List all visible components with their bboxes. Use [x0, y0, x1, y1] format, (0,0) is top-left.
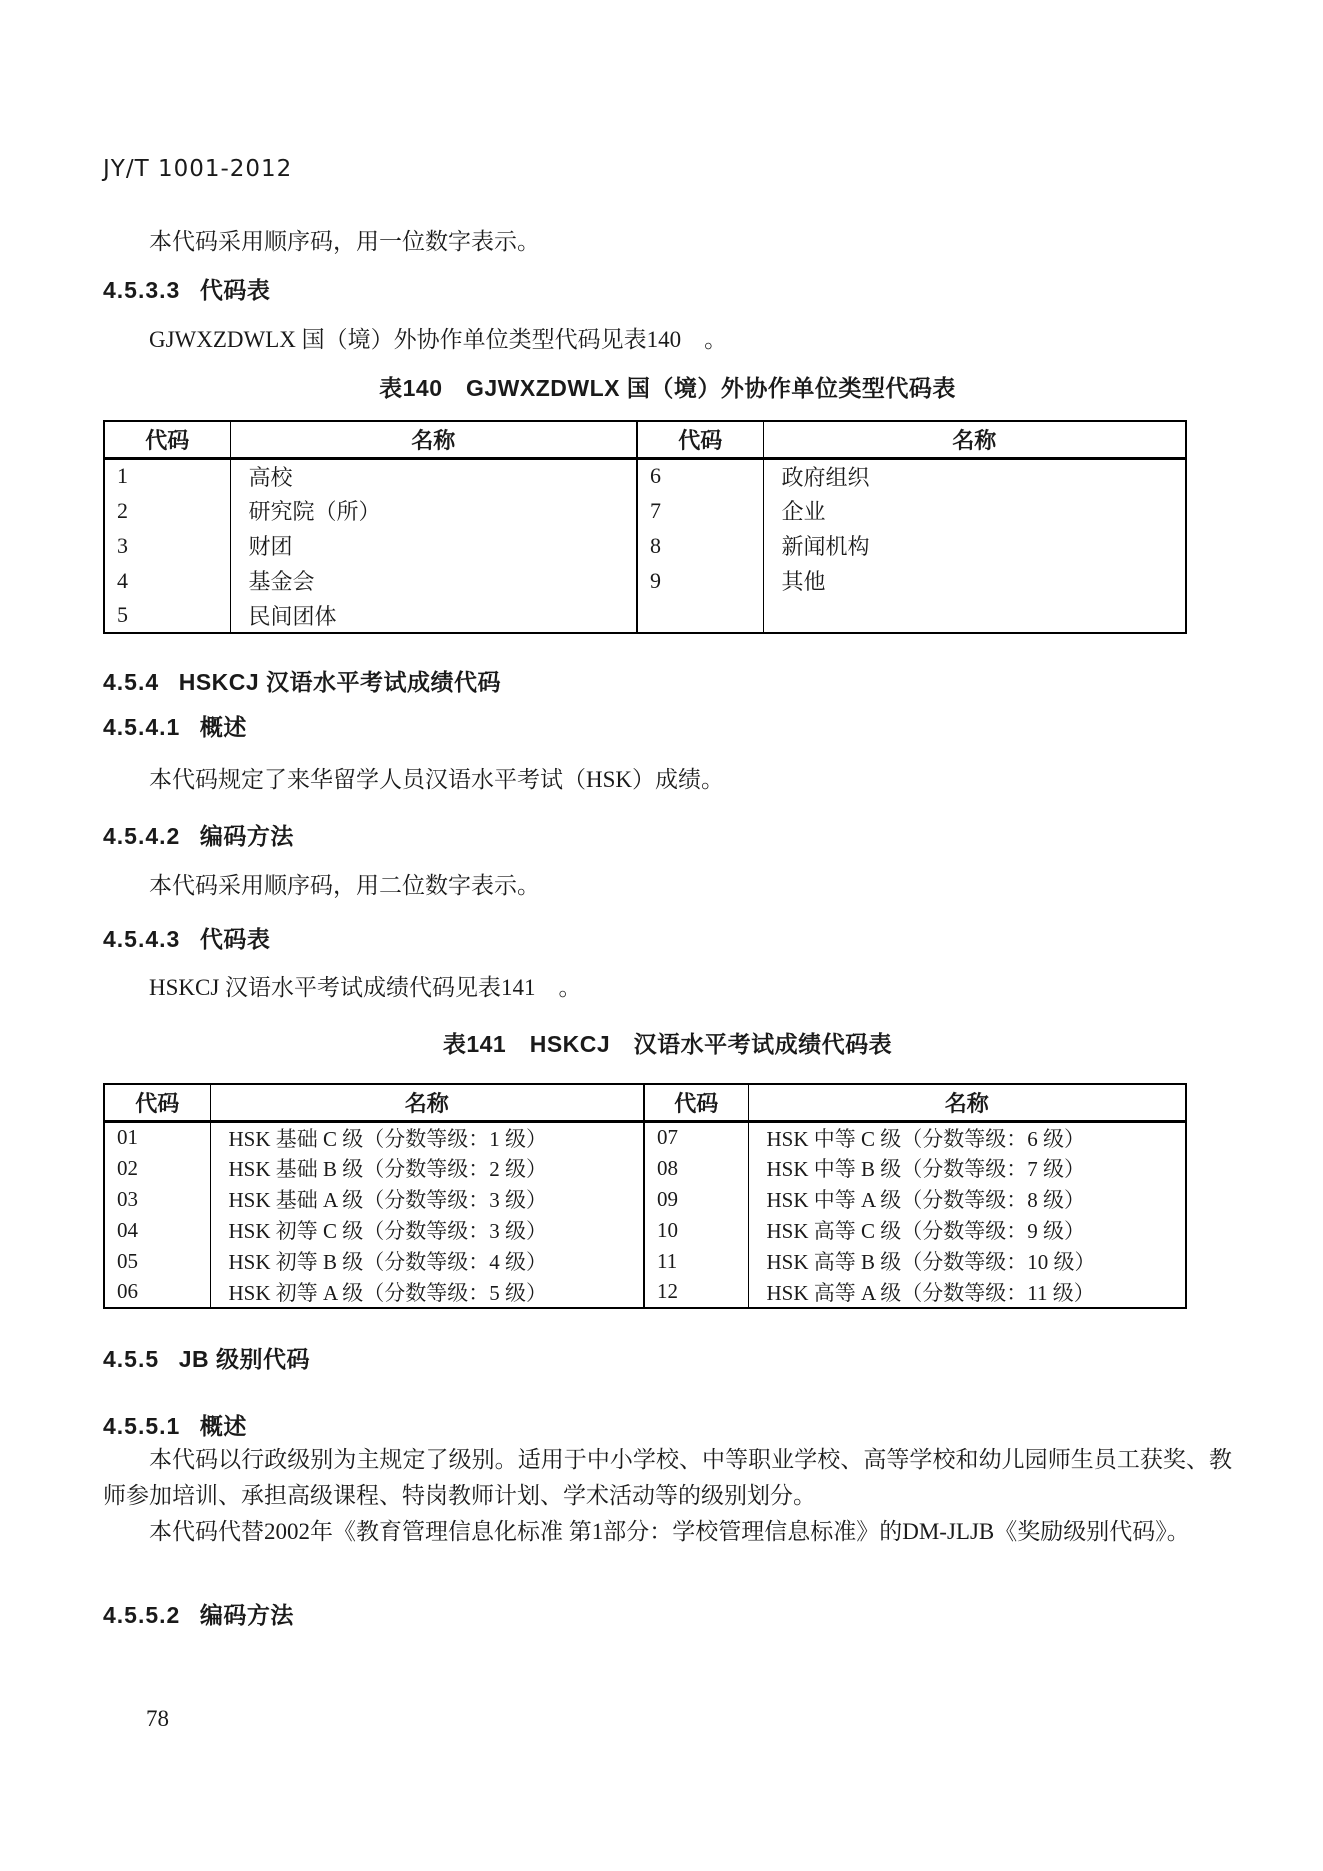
section-title: HSKCJ 汉语水平考试成绩代码 [178, 669, 502, 695]
name-cell: HSK 初等 A 级（分数等级：5 级） [210, 1277, 644, 1308]
code-cell: 5 [117, 602, 128, 627]
section-number: 4.5.4.1 [103, 714, 181, 740]
table-140 [103, 420, 1187, 634]
column-header-code: 代码 [637, 421, 763, 458]
code-cell: 02 [117, 1155, 138, 1180]
name-cell: HSK 初等 B 级（分数等级：4 级） [210, 1246, 644, 1277]
section-title: JB 级别代码 [178, 1346, 310, 1372]
column-header-code: 代码 [104, 1084, 210, 1121]
paragraph-group-jb-overview [103, 1442, 1232, 1550]
code-cell: 01 [117, 1125, 138, 1149]
table-row [104, 528, 1186, 563]
paragraph-table141-reference: HSKCJ 汉语水平考试成绩代码见表141 。 [149, 975, 582, 1000]
name-cell: HSK 高等 A 级（分数等级：11 级） [748, 1277, 1186, 1308]
code-cell: 05 [117, 1248, 138, 1273]
code-cell: 03 [117, 1186, 138, 1211]
code-cell: 7 [637, 493, 763, 528]
section-title: 代码表 [199, 277, 271, 303]
section-number: 4.5.4.2 [103, 823, 181, 849]
column-header-code: 代码 [104, 421, 230, 458]
code-cell [637, 598, 763, 633]
section-title: 概述 [199, 1413, 247, 1439]
name-cell: 企业 [763, 493, 1186, 528]
table-header-row [104, 1084, 1186, 1121]
section-heading-4-5-3-3 [103, 272, 1232, 305]
name-cell: HSK 初等 C 级（分数等级：3 级） [210, 1215, 644, 1246]
table-141-caption: 表141 HSKCJ 汉语水平考试成绩代码表 [442, 1031, 893, 1057]
code-cell: 09 [644, 1184, 748, 1215]
section-heading-4-5-4 [103, 664, 1232, 697]
code-cell: 06 [117, 1279, 138, 1303]
column-header-name: 名称 [763, 421, 1186, 458]
section-number: 4.5.5.1 [103, 1413, 181, 1439]
doc-code: JY/T 1001-2012 [103, 156, 293, 182]
table-row [104, 1184, 1186, 1215]
table-row [104, 1215, 1186, 1246]
column-header-name: 名称 [230, 421, 637, 458]
name-cell [763, 598, 1186, 633]
section-heading-4-5-5-2 [103, 1597, 1232, 1630]
page-number: 78 [146, 1706, 169, 1731]
code-cell: 04 [117, 1217, 138, 1242]
name-cell: 民间团体 [230, 598, 637, 633]
code-cell: 07 [644, 1121, 748, 1153]
code-cell: 10 [644, 1215, 748, 1246]
section-heading-4-5-4-2 [103, 818, 1232, 851]
section-heading-4-5-4-1 [103, 709, 1232, 742]
table-141 [103, 1083, 1187, 1309]
table-row [104, 1121, 1186, 1153]
name-cell: HSK 基础 C 级（分数等级：1 级） [210, 1121, 644, 1153]
section-number: 4.5.3.3 [103, 277, 181, 303]
name-cell: 新闻机构 [763, 528, 1186, 563]
paragraph-jb-replacement: 本代码代替2002年《教育管理信息化标准 第1部分：学校管理信息标准》的DM-JLJB《奖励级别代码》。 [149, 1519, 1190, 1544]
name-cell: HSK 中等 C 级（分数等级：6 级） [748, 1121, 1186, 1153]
name-cell: HSK 中等 A 级（分数等级：8 级） [748, 1184, 1186, 1215]
section-heading-4-5-4-3 [103, 921, 1232, 954]
name-cell: 政府组织 [763, 458, 1186, 493]
name-cell: 研究院（所） [230, 493, 637, 528]
section-number: 4.5.4 [103, 669, 160, 695]
paragraph-jb-scope: 本代码以行政级别为主规定了级别。适用于中小学校、中等职业学校、高等学校和幼儿园师生员工获奖、教师参加培训、承担高级课程、特岗教师计划、学术活动等的级别划分。 [103, 1447, 1232, 1508]
table-row [104, 563, 1186, 598]
name-cell: HSK 基础 B 级（分数等级：2 级） [210, 1153, 644, 1184]
paragraph-hsk-overview: 本代码规定了来华留学人员汉语水平考试（HSK）成绩。 [149, 767, 725, 792]
table-row [104, 458, 1186, 493]
name-cell: HSK 高等 B 级（分数等级：10 级） [748, 1246, 1186, 1277]
code-cell: 1 [117, 463, 128, 489]
section-title: 概述 [199, 714, 247, 740]
section-title: 代码表 [199, 926, 271, 952]
column-header-name: 名称 [748, 1084, 1186, 1121]
name-cell: 财团 [230, 528, 637, 563]
name-cell: 基金会 [230, 563, 637, 598]
table-row [104, 493, 1186, 528]
section-heading-4-5-5 [103, 1341, 1232, 1374]
paragraph-hsk-encoding: 本代码采用顺序码，用二位数字表示。 [149, 873, 540, 898]
code-cell: 11 [644, 1246, 748, 1277]
paragraph-table140-reference: GJWXZDWLX 国（境）外协作单位类型代码见表140 。 [149, 327, 728, 352]
table-140-caption: 表140 GJWXZDWLX 国（境）外协作单位类型代码表 [379, 375, 956, 401]
name-cell: HSK 中等 B 级（分数等级：7 级） [748, 1153, 1186, 1184]
column-header-name: 名称 [210, 1084, 644, 1121]
code-cell: 12 [644, 1277, 748, 1308]
code-cell: 6 [637, 458, 763, 493]
name-cell: 其他 [763, 563, 1186, 598]
name-cell: HSK 基础 A 级（分数等级：3 级） [210, 1184, 644, 1215]
section-title: 编码方法 [199, 1602, 294, 1628]
name-cell: 高校 [230, 458, 637, 493]
section-title: 编码方法 [199, 823, 294, 849]
code-cell: 4 [117, 567, 128, 593]
code-cell: 2 [117, 497, 128, 523]
code-cell: 3 [117, 532, 128, 558]
code-cell: 08 [644, 1153, 748, 1184]
table-header-row [104, 421, 1186, 458]
table-row [104, 598, 1186, 633]
section-number: 4.5.5 [103, 1346, 160, 1372]
section-heading-4-5-5-1 [103, 1408, 1232, 1441]
section-number: 4.5.5.2 [103, 1602, 181, 1628]
paragraph-encoding-note: 本代码采用顺序码，用一位数字表示。 [149, 229, 540, 254]
table-row [104, 1153, 1186, 1184]
code-cell: 8 [637, 528, 763, 563]
table-row [104, 1246, 1186, 1277]
table-row [104, 1277, 1186, 1308]
code-cell: 9 [637, 563, 763, 598]
name-cell: HSK 高等 C 级（分数等级：9 级） [748, 1215, 1186, 1246]
section-number: 4.5.4.3 [103, 926, 181, 952]
column-header-code: 代码 [644, 1084, 748, 1121]
